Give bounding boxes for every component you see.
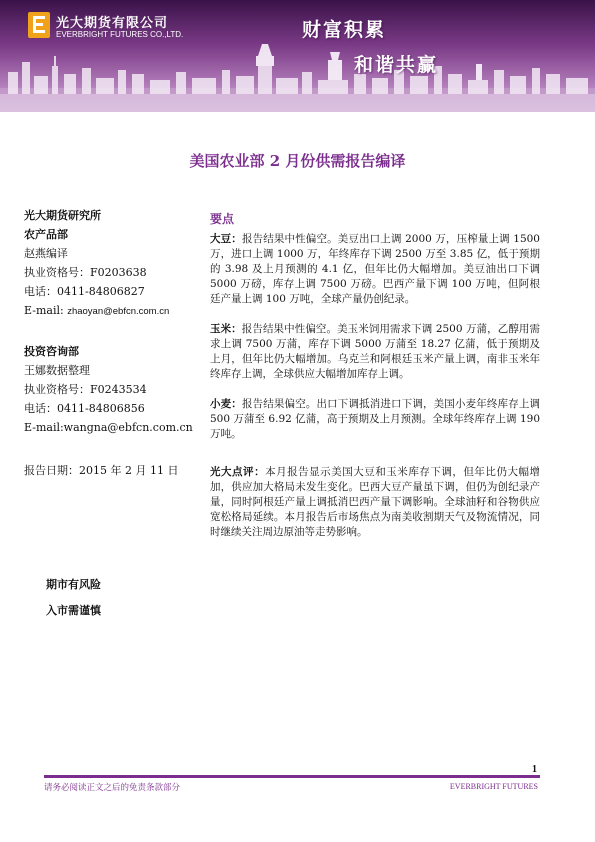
author-name: 赵燕编译 — [24, 247, 68, 260]
footer-disclaimer: 请务必阅读正文之后的免责条款部分 — [44, 783, 181, 793]
risk-warning-1: 期市有风险 — [46, 578, 101, 591]
advisory-dept-name: 投资咨询部 — [24, 345, 79, 358]
phone-number-2: 电话：0411-84806856 — [24, 402, 145, 415]
company-name-en: EVERBRIGHT FUTURES CO.,LTD. — [56, 30, 184, 39]
data-compiler: 王娜数据整理 — [24, 364, 90, 377]
license-number-2: 执业资格号：F0243534 — [24, 383, 147, 396]
spacer — [24, 320, 200, 342]
institute-name: 光大期货研究所 — [24, 209, 101, 222]
comment-label: 光大点评： — [210, 466, 266, 478]
spacer — [210, 442, 540, 465]
spacer — [210, 382, 540, 397]
company-name-cn: 光大期货有限公司 — [56, 16, 169, 31]
keypoints-heading: 要点 — [210, 212, 235, 226]
slogan-line-2: 和谐共赢 — [354, 54, 439, 76]
wheat-label: 小麦： — [210, 398, 242, 410]
email-line — [24, 301, 200, 320]
wheat-text: 报告结果偏空。出口下调抵消进口下调，美国小麦年终库存上调 500 万蒲至 6.92 亿蒲，高于预期及上月预测。全球年终库存上调 190 万吨。 — [210, 398, 541, 440]
report-title: 美国农业部 2 月份供需报告编译 — [189, 152, 406, 170]
comment-paragraph — [210, 465, 540, 540]
footer-divider — [44, 775, 540, 778]
corn-paragraph — [210, 322, 540, 382]
email-link[interactable]: zhaoyan@ebfcn.com.cn — [67, 306, 170, 317]
phone-number: 电话：0411-84806827 — [24, 285, 145, 298]
comment-text: 本月报告显示美国大豆和玉米库存下调，但年比仍大幅增加，供应加大格局未发生变化。巴西大豆产量虽下调，但仍为创纪录产量，同时阿根廷产量上调抵消巴西产量下调影响。全球油籽和谷物供应宽松格局延续。本月报告后市场焦点为南美收割期天气及物流情况，同时继续关注周边原油等走势影响。 — [210, 466, 541, 538]
soybean-text: 报告结果中性偏空。美豆出口上调 2000 万，压榨量上调 1500 万，进口上调 1000 万，年终库存下调 2500 万至 3.85 亿，低于预期的 3.98 及上月预测的 4.1 亿，但年比仍大幅增加。美豆油出口下调 5000 万磅，库存上调 7500 万磅。巴西产量下调 100 万吨，但阿根廷产量上调 100 万吨，全球产量仍创纪录。 — [210, 233, 540, 305]
main-content — [210, 212, 540, 540]
corn-label: 玉米： — [210, 323, 242, 335]
email-link-2[interactable]: E-mail:wangna@ebfcn.com.cn — [24, 421, 193, 434]
wheat-paragraph — [210, 397, 540, 442]
risk-warning-2: 入市需谨慎 — [46, 604, 101, 617]
email-label: E-mail: — [24, 304, 64, 317]
soybean-label: 大豆： — [210, 233, 242, 245]
slogan-line-1: 财富积累 — [302, 19, 387, 41]
page-number: 1 — [532, 764, 537, 775]
spacer — [24, 437, 200, 461]
author-sidebar — [24, 206, 200, 480]
soybean-paragraph — [210, 232, 540, 307]
corn-text: 报告结果中性偏空。美玉米饲用需求下调 2500 万蒲，乙醇用需求上调 7500 万蒲，库存下调 5000 万蒲至 18.27 亿蒲，低于预期及上月，但年比仍大幅增加。乌克兰和阿根廷玉米产量上调，南非玉米年终库存上调，全球供应大幅增加库存上调。 — [210, 323, 541, 380]
license-number: 执业资格号：F0203638 — [24, 266, 147, 279]
everbright-logo-icon — [28, 12, 50, 38]
department-name: 农产品部 — [24, 228, 68, 241]
report-date: 报告日期：2015 年 2 月 11 日 — [24, 464, 179, 477]
footer-brand: EVERBRIGHT FUTURES — [449, 782, 538, 791]
spacer — [210, 307, 540, 322]
header-banner — [0, 0, 595, 112]
